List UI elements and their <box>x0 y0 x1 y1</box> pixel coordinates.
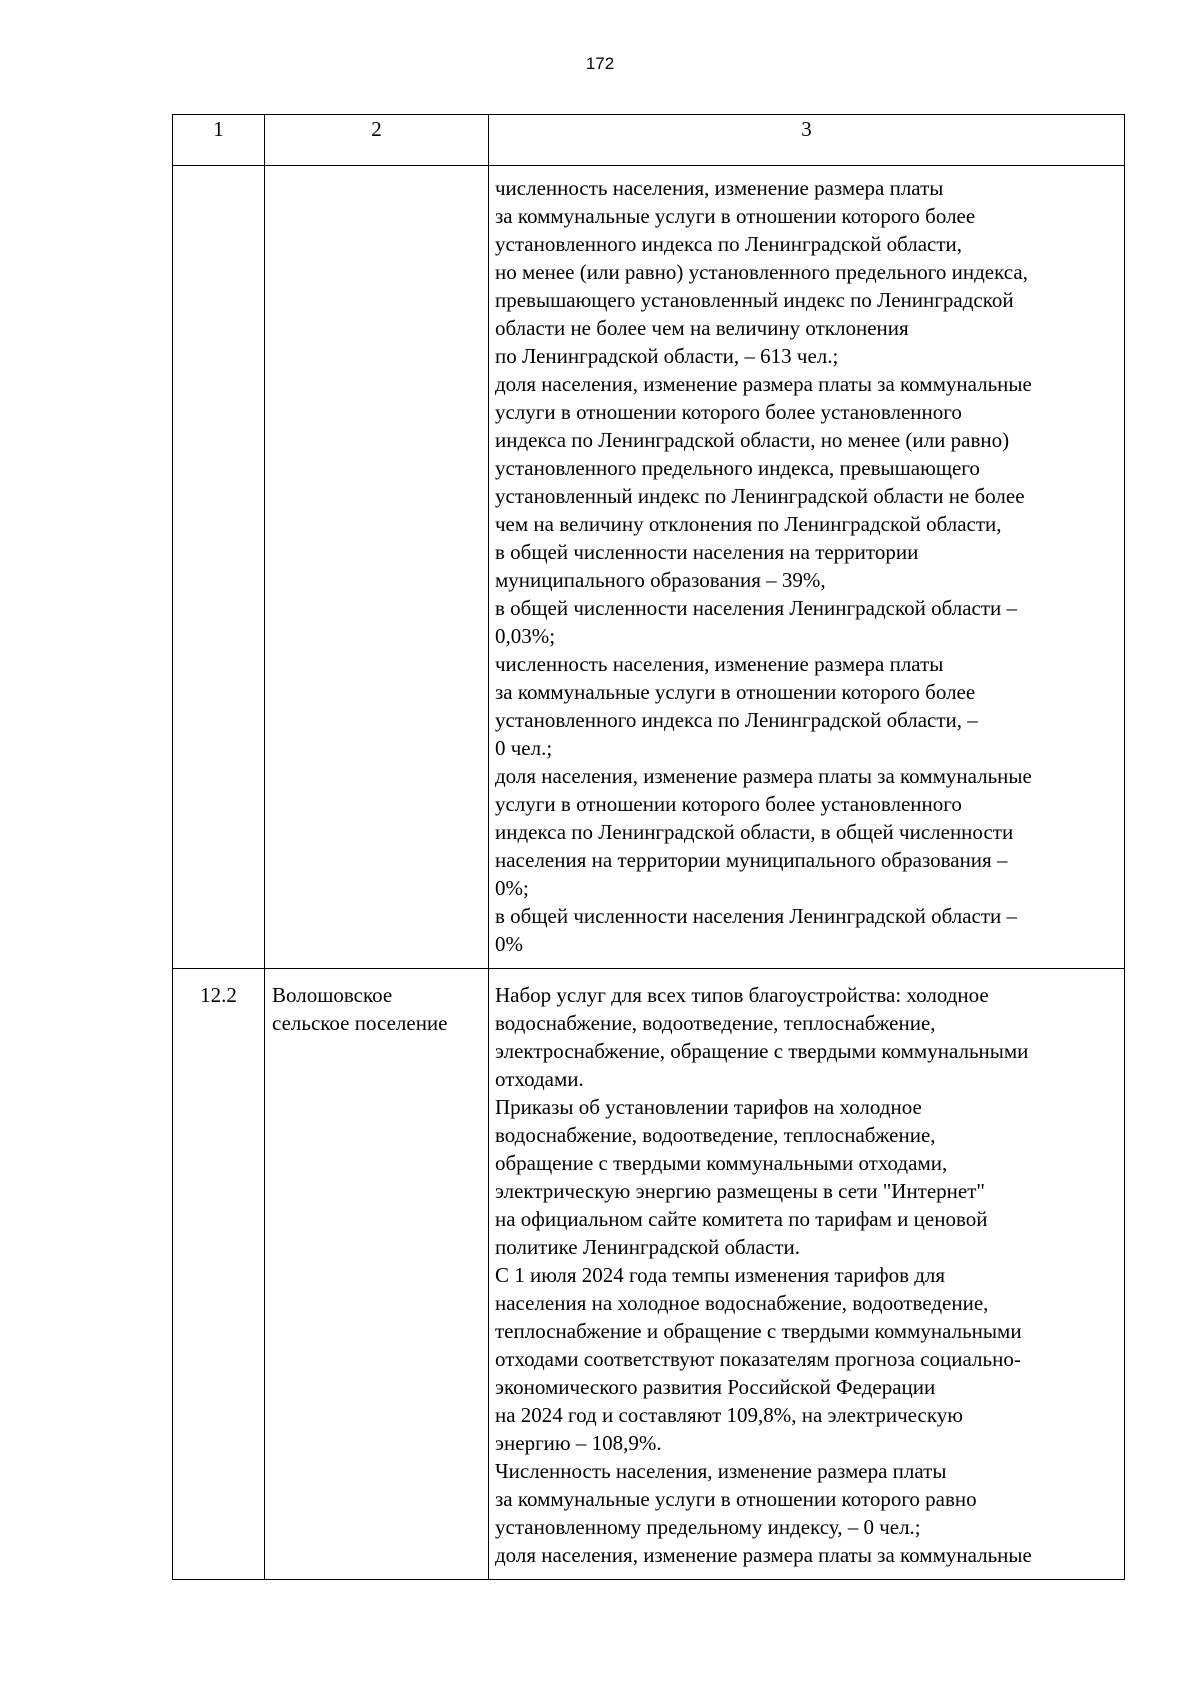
description-line: за коммунальные услуги в отношении которого равно <box>495 1487 977 1511</box>
description-line: на 2024 год и составляют 109,8%, на электрическую <box>495 1403 963 1427</box>
description-cell <box>489 969 1125 1580</box>
description-line: населения на холодное водоснабжение, водоотведение, <box>495 1291 989 1315</box>
description-line: Приказы об установлении тарифов на холодное <box>495 1095 922 1119</box>
description-line: за коммунальные услуги в отношении которого более <box>495 204 976 228</box>
description-line: водоснабжение, водоотведение, теплоснабжение, <box>495 1123 936 1147</box>
description-line: установленный индекс по Ленинградской области не более <box>495 484 1025 508</box>
description-line: установленного предельного индекса, превышающего <box>495 456 980 480</box>
description-line: теплоснабжение и обращение с твердыми коммунальными <box>495 1319 1022 1343</box>
page-number: 172 <box>585 54 615 73</box>
description-line: за коммунальные услуги в отношении которого более <box>495 680 976 704</box>
description-line: области не более чем на величину отклонения <box>495 316 909 340</box>
description-line: 0,03%; <box>495 624 556 648</box>
description-line: отходами соответствуют показателям прогноза социально- <box>495 1347 1021 1371</box>
description-line: чем на величину отклонения по Ленинградской области, <box>495 512 1002 536</box>
description-line: Набор услуг для всех типов благоустройства: холодное <box>495 983 989 1007</box>
description-line: по Ленинградской области, – 613 чел.; <box>495 344 839 368</box>
table-header-row <box>173 115 1125 166</box>
description-line: доля населения, изменение размера платы за коммунальные <box>495 1543 1032 1567</box>
description-line: доля населения, изменение размера платы за коммунальные <box>495 372 1032 396</box>
description-line: 0 чел.; <box>495 736 553 760</box>
description-line: Численность населения, изменение размера платы <box>495 1459 947 1483</box>
header-cell-1: 1 <box>173 115 265 166</box>
description-line: установленного индекса по Ленинградской области, <box>495 232 963 256</box>
description-line: 0% <box>495 932 523 956</box>
data-table <box>172 114 1125 1580</box>
description-cell <box>489 166 1125 969</box>
description-line: С 1 июля 2024 года темпы изменения тарифов для <box>495 1263 946 1287</box>
description-line: в общей численности населения Ленинградской области – <box>495 596 1018 620</box>
table-row <box>173 166 1125 969</box>
description-line: политике Ленинградской области. <box>495 1235 800 1259</box>
description-line: энергию – 108,9%. <box>495 1431 662 1455</box>
description-line: в общей численности населения Ленинградской области – <box>495 904 1018 928</box>
municipality-name-line: Волошовское <box>272 983 393 1007</box>
description-line: доля населения, изменение размера платы за коммунальные <box>495 764 1032 788</box>
description-line: установленному предельному индексу, – 0 чел.; <box>495 1515 921 1539</box>
municipality-name-line: сельское поселение <box>272 1011 448 1035</box>
description-line: индекса по Ленинградской области, но менее (или равно) <box>495 428 1010 452</box>
description-line: установленного индекса по Ленинградской области, – <box>495 708 978 732</box>
municipality-name-cell <box>265 969 489 1580</box>
description-line: 0%; <box>495 876 529 900</box>
description-line: водоснабжение, водоотведение, теплоснабжение, <box>495 1011 936 1035</box>
description-line: превышающего установленный индекс по Ленинградской <box>495 288 1014 312</box>
description-line: индекса по Ленинградской области, в общей численности <box>495 820 1014 844</box>
description-line: населения на территории муниципального образования – <box>495 848 1008 872</box>
description-line: численность населения, изменение размера платы <box>495 176 944 200</box>
description-line: обращение с твердыми коммунальными отходами, <box>495 1151 948 1175</box>
description-line: но менее (или равно) установленного предельного индекса, <box>495 260 1028 284</box>
description-line: отходами. <box>495 1067 584 1091</box>
header-cell-2: 2 <box>265 115 489 166</box>
header-cell-3: 3 <box>489 115 1125 166</box>
description-line: муниципального образования – 39%, <box>495 568 826 592</box>
description-line: услуги в отношении которого более установленного <box>495 400 962 424</box>
table-row <box>173 969 1125 1580</box>
description-line: электроснабжение, обращение с твердыми коммунальными <box>495 1039 1029 1063</box>
description-line: экономического развития Российской Федерации <box>495 1375 936 1399</box>
description-line: на официальном сайте комитета по тарифам и ценовой <box>495 1207 988 1231</box>
description-line: численность населения, изменение размера платы <box>495 652 944 676</box>
description-line: в общей численности населения на территории <box>495 540 919 564</box>
description-line: услуги в отношении которого более установленного <box>495 792 962 816</box>
description-line: электрическую энергию размещены в сети "Интернет" <box>495 1179 985 1203</box>
municipality-name-cell <box>265 166 489 969</box>
row-number-cell <box>173 166 265 969</box>
row-number-cell: 12.2 <box>173 969 265 1580</box>
